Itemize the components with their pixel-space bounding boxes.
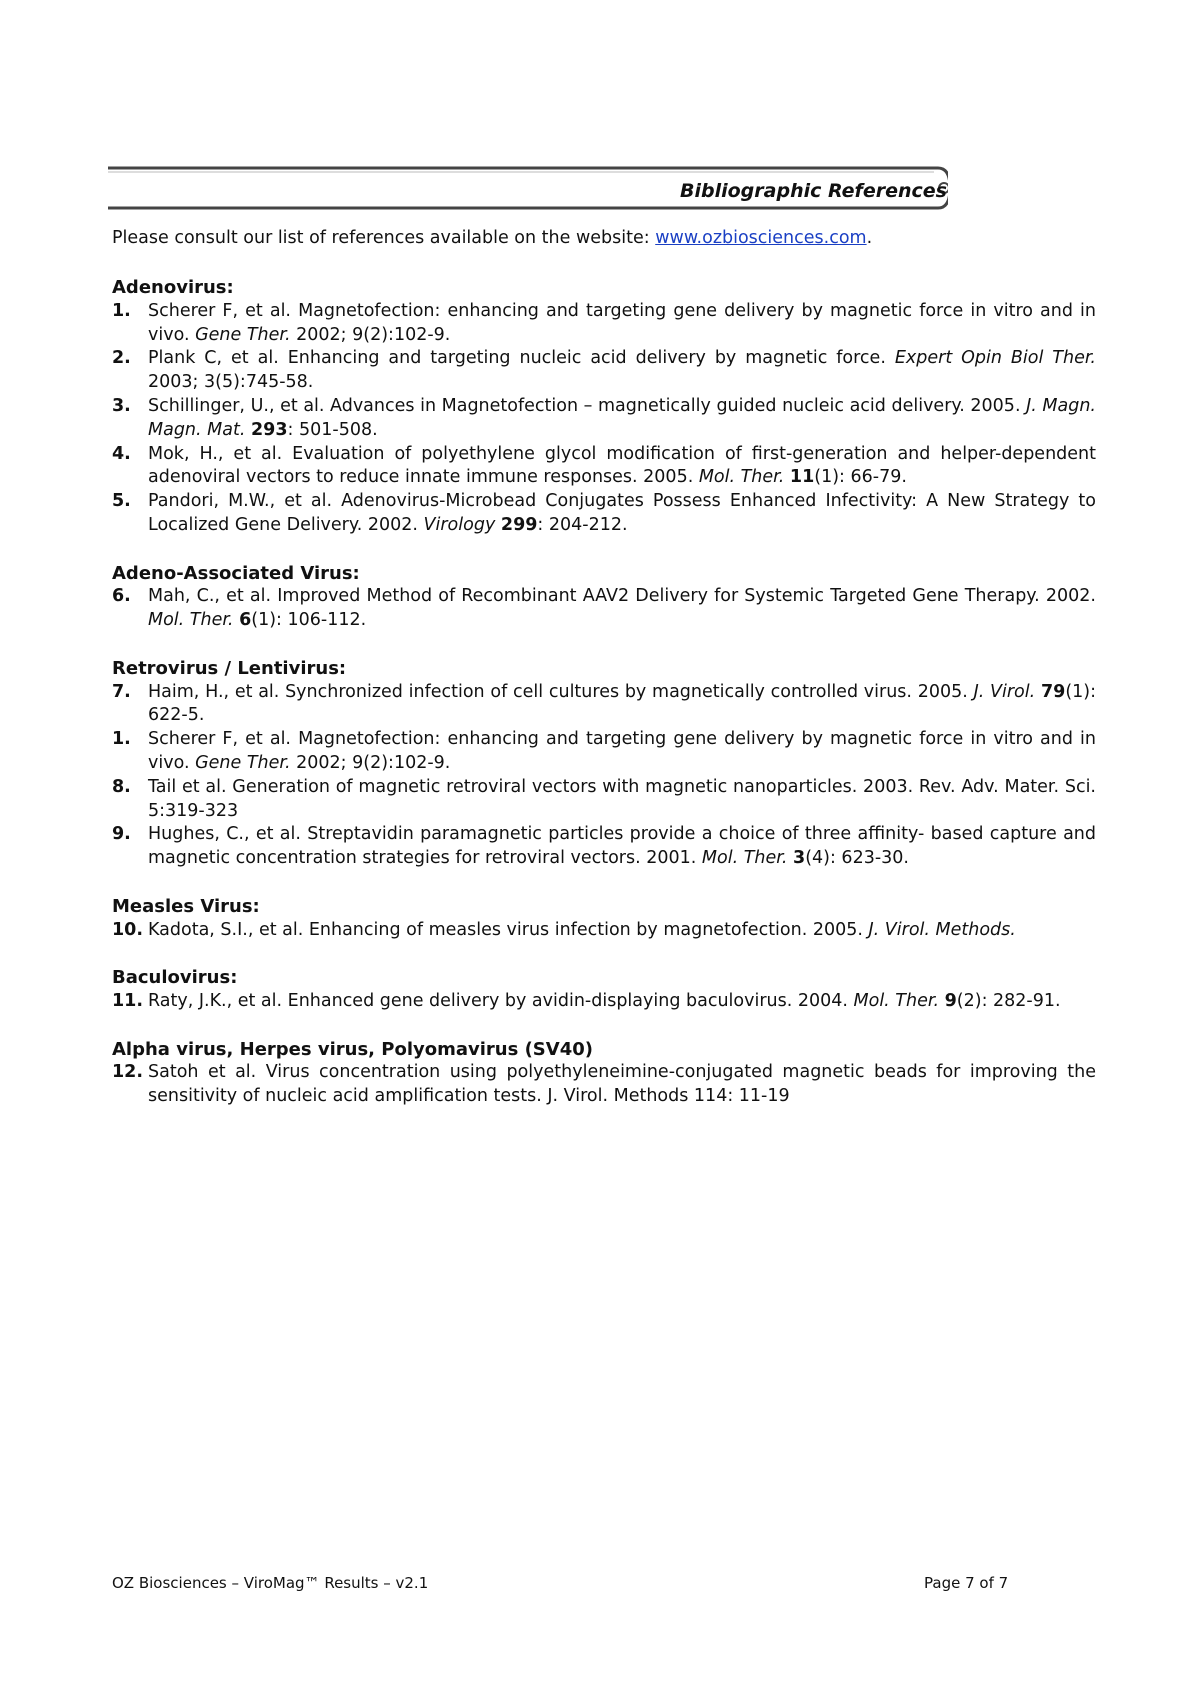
volume-number: 11 [789,467,815,488]
page-header-title: Bibliographic References [680,180,947,202]
section-title: Measles Virus: [112,895,260,917]
reference-item [112,823,1096,871]
reference-item [112,347,1096,395]
reference-number: 9. [112,824,131,845]
reference-segment: Mah, C., et al. Improved Method of Recombinant AAV2 Delivery for Systemic Targeted Gene Therapy. 2002. [148,586,1096,607]
reference-item [112,919,1096,943]
journal-name: Mol. Ther. [701,848,788,869]
reference-segment: (4): 623-30. [805,848,909,869]
reference-item [112,776,1096,824]
reference-section [112,657,1096,871]
reference-number: 3. [112,395,131,416]
journal-name: Mol. Ther. [853,990,940,1011]
reference-item [112,585,1096,633]
section-title: Alpha virus, Herpes virus, Polyomavirus (SV40) [112,1038,593,1060]
journal-name: Gene Ther. [195,752,291,773]
reference-section [112,562,1096,633]
reference-item [112,300,1096,348]
section-title: Retrovirus / Lentivirus: [112,657,347,679]
volume-number: 79 [1040,681,1066,702]
reference-number: 7. [112,681,131,702]
reference-section [112,1038,1096,1109]
intro-text: Please consult our list of references available on the website: [112,228,656,248]
journal-name: J. Virol. [973,681,1036,702]
reference-text [148,490,1096,538]
reference-item [112,728,1096,776]
section-title: Adenovirus: [112,277,234,298]
volume-number: 6 [239,610,252,631]
journal-name: Virology [423,514,496,535]
reference-number: 6. [112,586,131,607]
reference-text [148,300,1096,348]
section-title: Baculovirus: [112,967,238,989]
website-link[interactable]: www.ozbiosciences.com [655,228,867,248]
reference-text [148,681,1096,729]
section-title: Adeno-Associated Virus: [112,562,360,584]
reference-text [148,776,1096,824]
journal-name: J. Magn. Magn. Mat. [148,395,1096,440]
reference-segment: Scherer F, et al. Magnetofection: enhancing and targeting gene delivery by magnetic force in vitro and in vivo. [148,300,1096,345]
reference-segment: (2): 282-91. [956,990,1061,1011]
footer-page-number: Page 7 of 7 [924,1574,1009,1592]
journal-name: J. Virol. Methods. [868,919,1016,940]
reference-segment: Pandori, M.W., et al. Adenovirus-Microbead Conjugates Possess Enhanced Infectivity: A New Strategy to Localized Gene Delivery. 2002. [148,491,1096,535]
reference-item [112,443,1096,491]
reference-section [112,895,1096,943]
reference-text [148,728,1096,776]
journal-name: Mol. Ther. [148,610,234,631]
reference-segment: : 204-212. [537,514,628,535]
reference-text [148,395,1096,443]
volume-number: 299 [500,514,538,535]
reference-number: 11. [112,990,144,1011]
reference-section [112,276,1096,538]
reference-text [148,823,1096,871]
footer-document-title: OZ Biosciences – ViroMag™ Results – v2.1 [112,1574,429,1592]
volume-number: 9 [944,990,957,1011]
intro-suffix: . [866,228,873,248]
reference-segment: (1): 106-112. [251,610,367,631]
reference-segment: Kadota, S.I., et al. Enhancing of measles virus infection by magnetofection. 2005. [148,919,869,940]
reference-text [148,919,1096,943]
reference-segment: 2002; 9(2):102-9. [290,324,451,345]
reference-item [112,1061,1096,1109]
reference-number: 8. [112,776,131,797]
reference-number: 5. [112,491,131,512]
reference-section [112,966,1096,1014]
reference-text [148,347,1096,395]
reference-segment: : 501-508. [287,419,378,440]
reference-segment: Raty, J.K., et al. Enhanced gene delivery by avidin-displaying baculovirus. 2004. [148,990,854,1011]
reference-number: 4. [112,443,131,464]
volume-number: 3 [793,848,806,869]
journal-name: Mol. Ther. [698,467,785,488]
reference-segment: Hughes, C., et al. Streptavidin paramagnetic particles provide a choice of three affinity- based capture and magnetic concentration strategies for retroviral vectors. 2001. [148,824,1096,869]
journal-name: Gene Ther. [195,324,291,345]
reference-segment: (1): 622-5. [148,681,1096,726]
reference-item [112,681,1096,729]
reference-segment: Plank C, et al. Enhancing and targeting nucleic acid delivery by magnetic force. [148,348,895,369]
reference-item [112,395,1096,443]
reference-segment: 2003; 3(5):745-58. [148,372,314,393]
reference-text [148,990,1096,1014]
reference-number: 12. [112,1062,144,1083]
reference-segment: Mok, H., et al. Evaluation of polyethylene glycol modification of first-generation and helper-dependent adenoviral vectors to reduce innate immune responses. 2005. [148,443,1096,488]
reference-text [148,585,1096,633]
references-list [112,276,1096,1133]
reference-number: 1. [112,729,131,750]
reference-number: 1. [112,300,131,321]
reference-segment: Schillinger, U., et al. Advances in Magnetofection – magnetically guided nucleic acid delivery. 2005. [148,395,1027,416]
reference-segment: Haim, H., et al. Synchronized infection of cell cultures by magnetically controlled virus. 2005. [148,681,974,702]
volume-number: 293 [250,419,288,440]
reference-text [148,443,1096,491]
reference-number: 10. [112,919,144,940]
intro-line [112,228,872,248]
reference-segment: 2002; 9(2):102-9. [290,752,451,773]
reference-item [112,490,1096,538]
reference-item [112,990,1096,1014]
reference-segment: Tail et al. Generation of magnetic retroviral vectors with magnetic nanoparticles. 2003. Rev. Adv. Mater. Sci. 5:319-323 [148,776,1096,821]
reference-number: 2. [112,348,131,369]
reference-segment: Scherer F, et al. Magnetofection: enhancing and targeting gene delivery by magnetic force in vitro and in vivo. [148,729,1096,773]
reference-segment: (1): 66-79. [814,467,907,488]
journal-name: Expert Opin Biol Ther. [894,348,1096,369]
reference-segment: Satoh et al. Virus concentration using polyethyleneimine-conjugated magnetic beads for improving the sensitivity of nucleic acid amplification tests. J. Virol. Methods 114: 11-19 [148,1062,1096,1107]
reference-text [148,1061,1096,1109]
